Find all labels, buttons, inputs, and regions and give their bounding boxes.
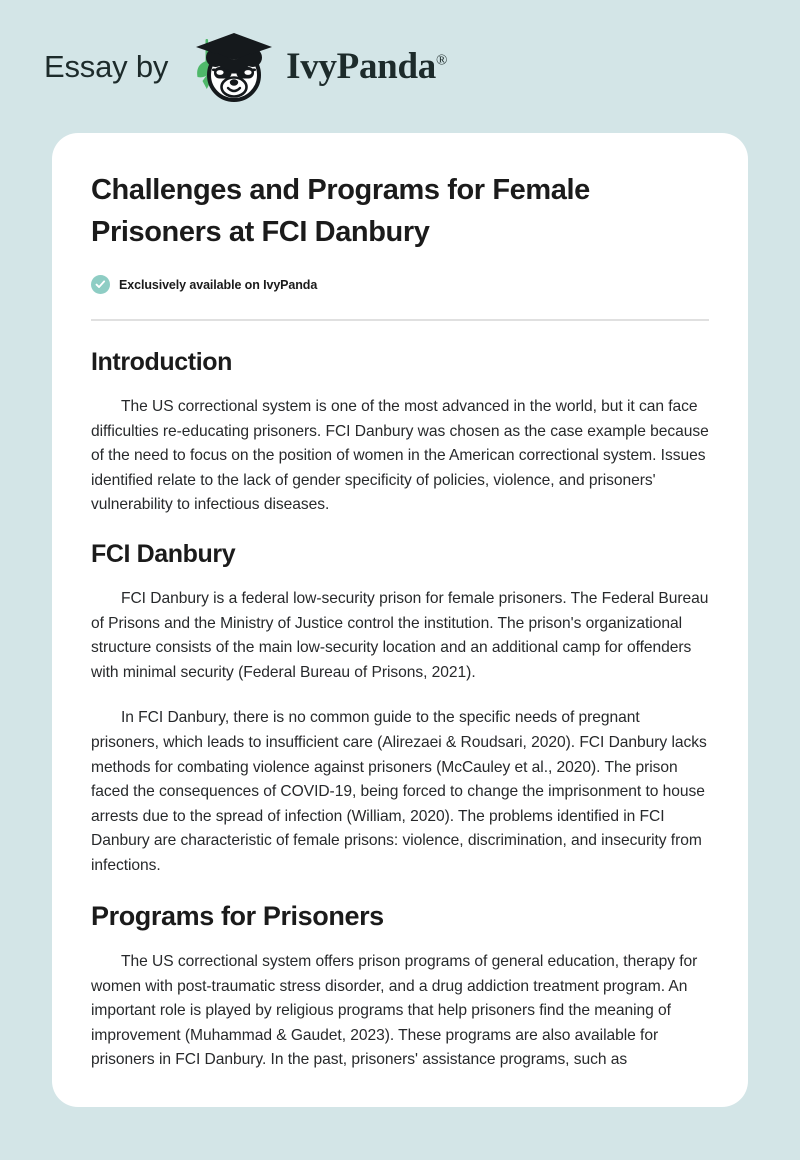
divider: [91, 319, 709, 321]
paragraph: In FCI Danbury, there is no common guide to the specific needs of pregnant prisoners, which leads to insufficient care (Alirezaei & Roudsari, 2020). FCI Danbury lacks methods for combating violence against prisoners (McCauley et al., 2020). The prison faced the consequences of COVID-19, being forced to change the imprisonment to house arrests due to the spread of infection (William, 2020). The problems identified in FCI Danbury are characteristic of female prisons: violence, discrimination, and insecurity from infections.: [91, 709, 707, 874]
section-heading: Programs for Prisoners: [91, 900, 384, 931]
brand-name-text: IvyPanda: [286, 46, 436, 87]
panda-graduate-logo-icon: [184, 27, 276, 107]
page-title: Challenges and Programs for Female Prisoners at FCI Danbury: [91, 174, 590, 249]
essay-section: [91, 900, 709, 1073]
registered-trademark-icon: ®: [435, 52, 448, 69]
status-badge-label: Exclusively available on IvyPanda: [119, 277, 318, 292]
ivypanda-logo[interactable]: [184, 27, 447, 107]
essay-card: [52, 133, 748, 1107]
page-header: [0, 0, 800, 133]
essay-by-label: Essay by: [44, 49, 169, 84]
paragraph: FCI Danbury is a federal low-security prison for female prisoners. The Federal Bureau of Prisons and the Ministry of Justice control the institution. The prison's organizational structure consists of the main low-security location and an additional camp for offenders with minimal security (Federal Bureau of Prisons, 2021).: [91, 590, 709, 681]
section-heading: FCI Danbury: [91, 540, 236, 569]
check-circle-icon: [91, 275, 110, 294]
status-badge: [91, 275, 709, 294]
paragraph: The US correctional system is one of the most advanced in the world, but it can face difficulties re-educating prisoners. FCI Danbury was chosen as the case example because of the need to focus on the position of women in the American correctional system. Issues identified relate to the lack of gender specificity of policies, violence, and prisoners' vulnerability to infectious diseases.: [91, 398, 709, 514]
brand-wordmark: [286, 48, 447, 85]
section-heading: Introduction: [91, 348, 233, 377]
brand-lockup[interactable]: [44, 27, 447, 107]
essay-section: [91, 539, 709, 879]
essay-section: [91, 347, 709, 518]
paragraph: The US correctional system offers prison programs of general education, therapy for women with post-traumatic stress disorder, and a drug addiction treatment program. An important role is played by religious programs that help prisoners find the meaning of improvement (Muhammad & Gaudet, 2023). These programs are also available for prisoners in FCI Danbury. In the past, prisoners' assistance programs, such as: [91, 952, 698, 1069]
